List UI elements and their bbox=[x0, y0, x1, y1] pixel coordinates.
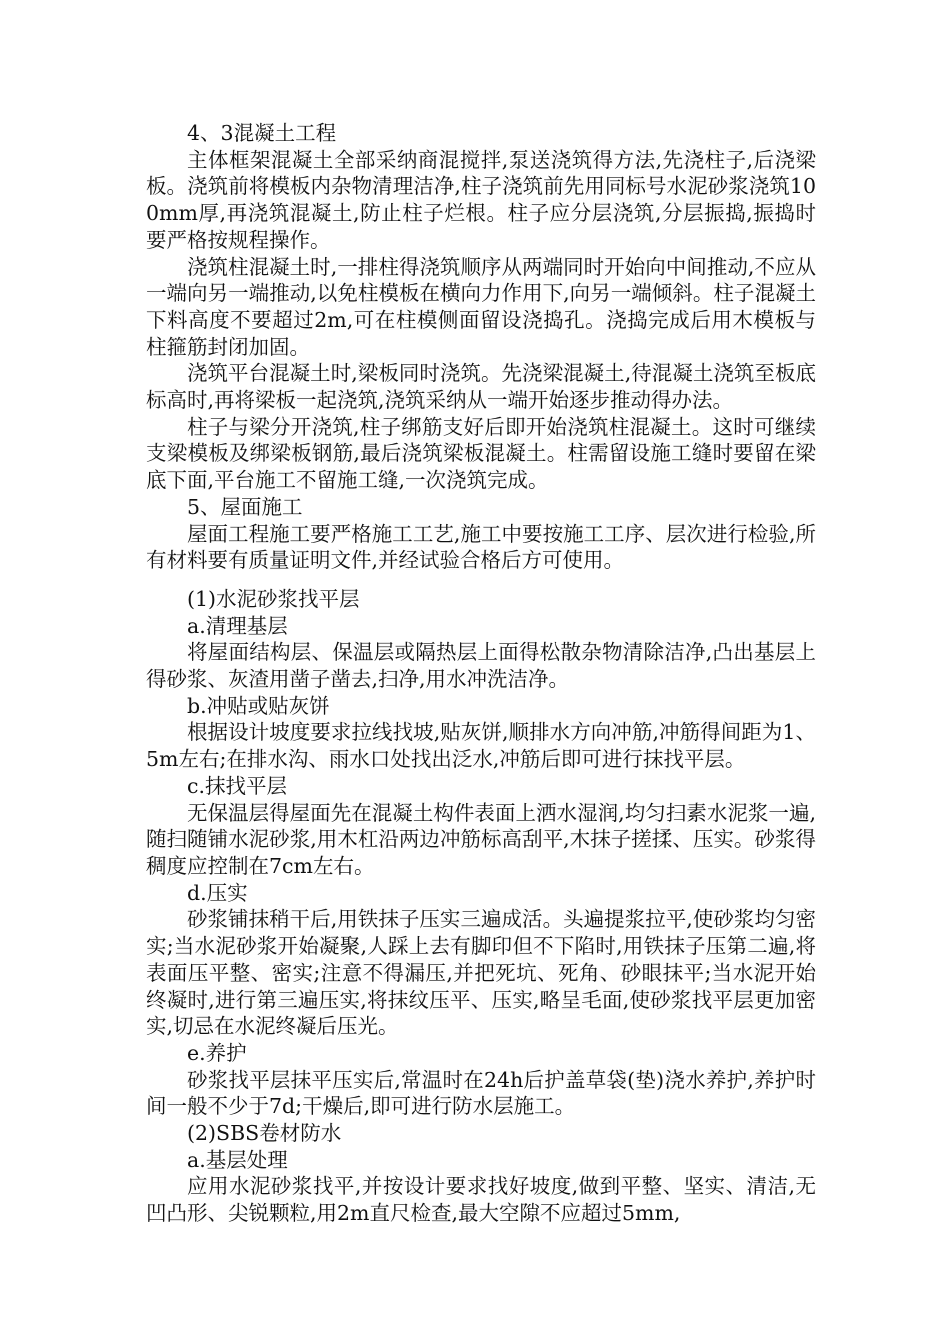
paragraph: 根据设计坡度要求拉线找坡,贴灰饼,顺排水方向冲筋,冲筋得间距为1、5m左右;在排水沟、雨水口处找出泛水,冲筋后即可进行抹找平层。 bbox=[146, 720, 816, 772]
document-body bbox=[146, 120, 816, 1227]
item-heading: b.冲贴或贴灰饼 bbox=[187, 693, 330, 718]
paragraph: 无保温层得屋面先在混凝土构件表面上洒水湿润,均匀扫素水泥浆一遍,随扫随铺水泥砂浆,用木杠沿两边冲筋标高刮平,木抹子搓揉、压实。砂浆得稠度应控制在7cm左右。 bbox=[146, 800, 816, 878]
paragraph: 浇筑平台混凝土时,梁板同时浇筑。先浇梁混凝土,待混凝土浇筑至板底标高时,再将梁板一起浇筑,浇筑采纳从一端开始逐步推动得办法。 bbox=[146, 361, 816, 413]
paragraph: 主体框架混凝土全部采纳商混搅拌,泵送浇筑得方法,先浇柱子,后浇梁板。浇筑前将模板内杂物清理洁净,柱子浇筑前先用同标号水泥砂浆浇筑100mm厚,再浇筑混凝土,防止柱子烂根。柱子应分层浇筑,分层振捣,振捣时要严格按规程操作。 bbox=[146, 147, 816, 252]
paragraph: 砂浆找平层抹平压实后,常温时在24h后护盖草袋(垫)浇水养护,养护时间一般不少于7d;干燥后,即可进行防水层施工。 bbox=[146, 1067, 816, 1119]
paragraph: 浇筑柱混凝土时,一排柱得浇筑顺序从两端同时开始向中间推动,不应从一端向另一端推动,以免柱模板在横向力作用下,向另一端倾斜。柱子混凝土下料高度不要超过2m,可在柱模侧面留设浇捣孔。浇捣完成后用木模板与柱箍筋封闭加固。 bbox=[146, 254, 816, 359]
item-heading: a.清理基层 bbox=[187, 613, 288, 638]
paragraph: 砂浆铺抹稍干后,用铁抹子压实三遍成活。头遍提浆拉平,使砂浆均匀密实;当水泥砂浆开始凝聚,人踩上去有脚印但不下陷时,用铁抹子压第二遍,将表面压平整、密实;注意不得漏压,并把死坑、死角、砂眼抹平;当水泥开始终凝时,进行第三遍压实,将抹纹压平、压实,略呈毛面,使砂浆找平层更加密实,切忌在水泥终凝后压光。 bbox=[146, 907, 816, 1039]
paragraph: 柱子与梁分开浇筑,柱子绑筋支好后即开始浇筑柱混凝土。这时可继续支梁模板及绑梁板钢筋,最后浇筑梁板混凝土。柱需留设施工缝时要留在梁底下面,平台施工不留施工缝,一次浇筑完成。 bbox=[146, 414, 816, 493]
paragraph: 将屋面结构层、保温层或隔热层上面得松散杂物清除洁净,凸出基层上得砂浆、灰渣用凿子凿去,扫净,用水冲洗洁净。 bbox=[146, 640, 816, 692]
item-heading: a.基层处理 bbox=[187, 1147, 288, 1172]
subsection-heading-sbs-waterproofing: (2)SBS卷材防水 bbox=[187, 1121, 342, 1146]
section-heading-roof: 5、屋面施工 bbox=[187, 494, 303, 519]
section-heading-concrete: 4、3混凝土工程 bbox=[187, 121, 337, 145]
item-heading: e.养护 bbox=[187, 1040, 247, 1065]
item-heading: c.抹找平层 bbox=[187, 773, 287, 798]
item-heading: d.压实 bbox=[187, 880, 248, 905]
subsection-heading-leveling-layer: (1)水泥砂浆找平层 bbox=[187, 586, 360, 611]
paragraph: 屋面工程施工要严格施工工艺,施工中要按施工工序、层次进行检验,所有材料要有质量证明文件,并经试验合格后方可使用。 bbox=[146, 521, 816, 573]
paragraph: 应用水泥砂浆找平,并按设计要求找好坡度,做到平整、坚实、清洁,无凹凸形、尖锐颗粒,用2m直尺检查,最大空隙不应超过5mm, bbox=[146, 1174, 816, 1226]
